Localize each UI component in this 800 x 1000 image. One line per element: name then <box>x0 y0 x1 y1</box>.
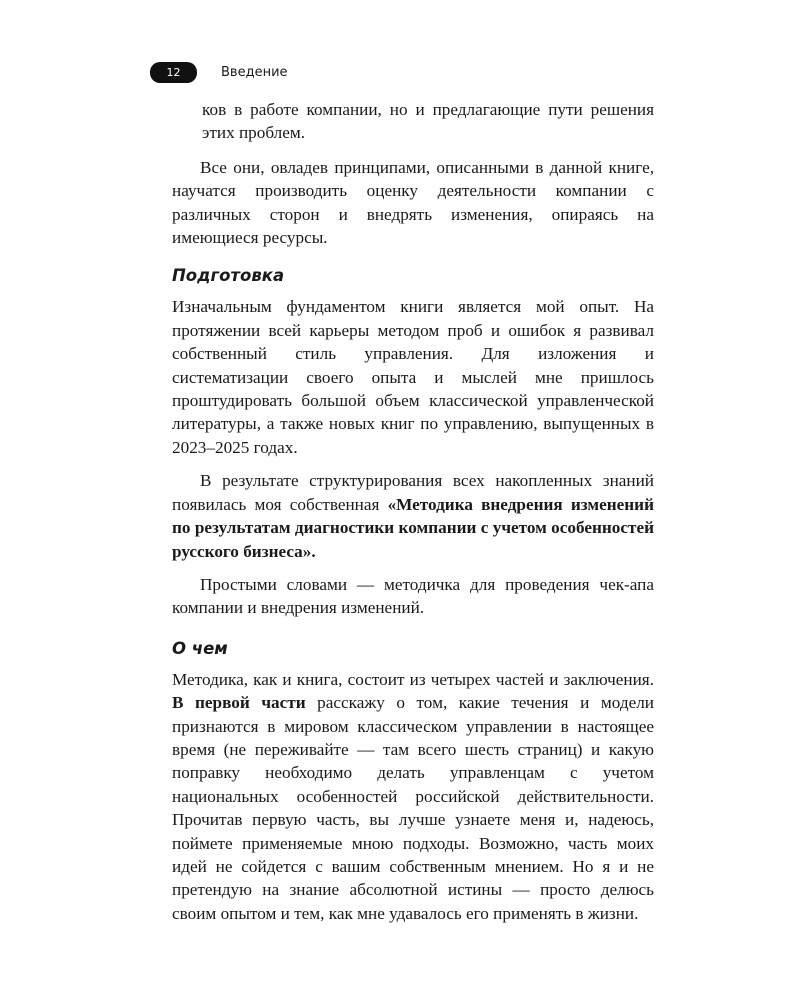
first-part-emphasis: В первой части <box>172 693 306 713</box>
page-body <box>172 98 654 925</box>
paragraph-foundation: Изначальным фундаментом книги является мой опыт. На протяжении всей карьеры методом проб и ошибок я развивал собственный стиль управления. Для изложения и систематизации своего опыта и мыслей мне пришлось проштудировать большой объем классической управленческой литературы, а также новых книг по управлению, выпущенных в 2023–2025 годах. <box>172 297 654 457</box>
paragraph-methodology <box>172 469 654 563</box>
paragraph-summary: Простыми словами — методичка для проведения чек-апа компании и внедрения изменений. <box>172 574 654 618</box>
running-head: Введение <box>221 65 288 80</box>
page-header <box>150 62 288 83</box>
paragraph-continued: ков в работе компании, но и предлагающие пути решения этих проблем. <box>202 100 654 143</box>
section-heading-about: О чем <box>172 638 228 658</box>
page-number-badge: 12 <box>150 62 197 83</box>
section-heading-preparation: Подготовка <box>172 266 285 286</box>
paragraph-structure <box>172 668 654 925</box>
methodology-title: «Методика внедрения изменений по результатам диагностики компании с учетом особенностей русского бизнеса». <box>172 494 654 561</box>
structure-rest: расскажу о том, какие течения и модели признаются в мировом классическом управлении в настоящее время (не переживайте — там всего шесть страниц) и какую поправку необходимо делать управленцам с учетом национальных особенностей российской действительности. Прочитав первую часть, вы лучше узнаете меня и, надеюсь, поймете применяемые мною подходы. Возможно, часть моих идей не сойдется с вашим собственным мнением. Но я и не претендую на знание абсолютной истины — просто делюсь своим опытом и тем, как мне удавалось его применять в жизни. <box>172 693 654 923</box>
methodology-lead: В результате структурирования всех накопленных знаний появилась моя собственная <box>172 471 654 514</box>
paragraph-intro: Все они, овладев принципами, описанными в данной книге, научатся производить оценку деятельности компании с различных сторон и внедрять изменения, опираясь на имеющиеся ресурсы. <box>172 157 654 248</box>
structure-lead: Методика, как и книга, состоит из четырех частей и заключения. <box>172 669 654 689</box>
